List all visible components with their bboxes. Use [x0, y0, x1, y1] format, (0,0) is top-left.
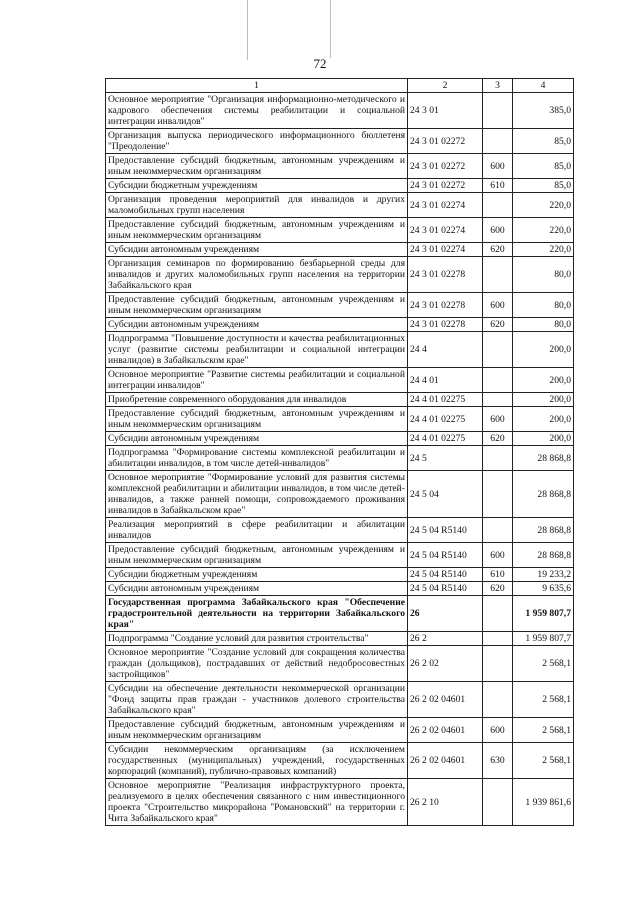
table-row — [106, 718, 574, 743]
row-code: 24 4 — [408, 332, 483, 368]
row-amount: 28 868,8 — [513, 471, 574, 518]
page-number: 72 — [313, 56, 327, 71]
row-amount: 80,0 — [513, 293, 574, 318]
row-expense-type: 600 — [483, 718, 513, 743]
column-header-3: 3 — [483, 79, 513, 93]
table-row — [106, 154, 574, 179]
row-name: Субсидии автономным учреждениям — [106, 243, 408, 257]
row-expense-type: 600 — [483, 543, 513, 568]
table-row — [106, 407, 574, 432]
row-name: Субсидии бюджетным учреждениям — [106, 179, 408, 193]
row-expense-type: 600 — [483, 154, 513, 179]
row-amount: 19 233,2 — [513, 568, 574, 582]
row-name: Предоставление субсидий бюджетным, автономным учреждениям и иным некоммерческим организациям — [106, 154, 408, 179]
table-row — [106, 471, 574, 518]
row-name: Основное мероприятие "Создание условий для сокращения количества граждан (дольщиков), пострадавших от действий недобросовестных застройщиков" — [106, 646, 408, 682]
row-expense-type — [483, 646, 513, 682]
row-expense-type — [483, 393, 513, 407]
table-row — [106, 257, 574, 293]
table-body — [106, 93, 574, 826]
table-row — [106, 93, 574, 129]
table-row — [106, 293, 574, 318]
row-code: 26 2 10 — [408, 779, 483, 826]
table-row — [106, 368, 574, 393]
row-expense-type — [483, 129, 513, 154]
table-row — [106, 432, 574, 446]
row-name: Подпрограмма "Формирование системы комплексной реабилитации и абилитации инвалидов, в том числе детей-инвалидов" — [106, 446, 408, 471]
row-amount: 28 868,8 — [513, 446, 574, 471]
row-amount: 28 868,8 — [513, 543, 574, 568]
table-row — [106, 318, 574, 332]
row-amount: 200,0 — [513, 332, 574, 368]
row-amount: 80,0 — [513, 318, 574, 332]
row-name: Основное мероприятие "Организация информационно-методического и кадрового обеспечения системы реабилитации и социальной интеграции инвалидов" — [106, 93, 408, 129]
row-expense-type: 620 — [483, 318, 513, 332]
row-name: Основное мероприятие "Реализация инфраструктурного проекта, реализуемого в целях обеспечения связанного с ним инвестиционного проекта "Строительство микрорайона "Романовский" на территории г. Чита Забайкальского края" — [106, 779, 408, 826]
row-amount: 85,0 — [513, 129, 574, 154]
row-code: 26 2 02 04601 — [408, 682, 483, 718]
row-code: 24 4 01 02275 — [408, 393, 483, 407]
table-row — [106, 568, 574, 582]
row-code: 24 3 01 02274 — [408, 218, 483, 243]
table-row — [106, 743, 574, 779]
row-expense-type — [483, 193, 513, 218]
budget-table — [105, 78, 574, 826]
row-expense-type — [483, 93, 513, 129]
row-expense-type: 610 — [483, 179, 513, 193]
row-expense-type — [483, 518, 513, 543]
table-row — [106, 543, 574, 568]
row-code: 24 4 01 — [408, 368, 483, 393]
row-name: Реализация мероприятий в сфере реабилитации и абилитации инвалидов — [106, 518, 408, 543]
row-code: 26 2 02 04601 — [408, 743, 483, 779]
row-expense-type: 600 — [483, 218, 513, 243]
row-expense-type — [483, 682, 513, 718]
column-header-1: 1 — [106, 79, 408, 93]
table-row — [106, 179, 574, 193]
row-name: Субсидии автономным учреждениям — [106, 318, 408, 332]
row-amount: 1 959 807,7 — [513, 596, 574, 632]
row-expense-type — [483, 596, 513, 632]
row-expense-type: 600 — [483, 407, 513, 432]
table-row — [106, 332, 574, 368]
row-amount: 220,0 — [513, 193, 574, 218]
row-code: 26 2 02 — [408, 646, 483, 682]
row-code: 24 3 01 02272 — [408, 129, 483, 154]
row-name: Субсидии на обеспечение деятельности некоммерческой организации "Фонд защиты прав граждан - участников долевого строительства Забайкальского края" — [106, 682, 408, 718]
row-amount: 200,0 — [513, 407, 574, 432]
row-amount: 200,0 — [513, 432, 574, 446]
table-row — [106, 779, 574, 826]
row-code: 24 3 01 02278 — [408, 293, 483, 318]
row-code: 24 3 01 02274 — [408, 193, 483, 218]
table-row — [106, 243, 574, 257]
row-amount: 2 568,1 — [513, 646, 574, 682]
table-row — [106, 582, 574, 596]
row-amount: 220,0 — [513, 218, 574, 243]
row-code: 24 3 01 02272 — [408, 154, 483, 179]
table-row — [106, 632, 574, 646]
row-amount: 85,0 — [513, 154, 574, 179]
row-expense-type: 620 — [483, 243, 513, 257]
table-row — [106, 596, 574, 632]
row-expense-type — [483, 471, 513, 518]
row-code: 26 2 — [408, 632, 483, 646]
row-name: Субсидии автономным учреждениям — [106, 582, 408, 596]
row-expense-type — [483, 779, 513, 826]
row-code: 24 4 01 02275 — [408, 432, 483, 446]
row-code: 24 3 01 02272 — [408, 179, 483, 193]
row-name: Основное мероприятие "Развитие системы реабилитации и социальной интеграции инвалидов" — [106, 368, 408, 393]
row-code: 26 2 02 04601 — [408, 718, 483, 743]
row-amount: 1 959 807,7 — [513, 632, 574, 646]
row-amount: 80,0 — [513, 257, 574, 293]
row-code: 26 — [408, 596, 483, 632]
row-name: Приобретение современного оборудования для инвалидов — [106, 393, 408, 407]
table-row — [106, 446, 574, 471]
row-expense-type — [483, 257, 513, 293]
row-name: Субсидии бюджетным учреждениям — [106, 568, 408, 582]
row-code: 24 5 04 — [408, 471, 483, 518]
row-name: Организация семинаров по формированию безбарьерной среды для инвалидов и других маломобильных групп населения на территории Забайкальского края — [106, 257, 408, 293]
row-name: Организация проведения мероприятий для инвалидов и других маломобильных групп населения — [106, 193, 408, 218]
scan-artifact-left — [247, 0, 248, 60]
row-expense-type — [483, 368, 513, 393]
table-row — [106, 193, 574, 218]
row-name: Предоставление субсидий бюджетным, автономным учреждениям и иным некоммерческим организациям — [106, 407, 408, 432]
row-expense-type — [483, 632, 513, 646]
column-header-4: 4 — [513, 79, 574, 93]
row-amount: 200,0 — [513, 393, 574, 407]
row-name: Подпрограмма "Повышение доступности и качества реабилитационных услуг (развитие системы реабилитации и социальной интеграции инвалидов) в Забайкальском крае" — [106, 332, 408, 368]
row-amount: 85,0 — [513, 179, 574, 193]
row-name: Государственная программа Забайкальского края "Обеспечение градостроительной деятельности на территории Забайкальского края" — [106, 596, 408, 632]
row-amount: 2 568,1 — [513, 743, 574, 779]
row-amount: 9 635,6 — [513, 582, 574, 596]
row-amount: 220,0 — [513, 243, 574, 257]
column-header-2: 2 — [408, 79, 483, 93]
row-name: Предоставление субсидий бюджетным, автономным учреждениям и иным некоммерческим организациям — [106, 718, 408, 743]
row-expense-type — [483, 332, 513, 368]
table-row — [106, 393, 574, 407]
row-expense-type: 610 — [483, 568, 513, 582]
row-code: 24 5 04 R5140 — [408, 518, 483, 543]
row-amount: 2 568,1 — [513, 718, 574, 743]
scan-artifact-right — [330, 0, 331, 58]
row-name: Субсидии некоммерческим организациям (за исключением государственных (муниципальных) учреждений, государственных корпораций (компаний), публично-правовых компаний) — [106, 743, 408, 779]
row-name: Подпрограмма "Создание условий для развития строительства" — [106, 632, 408, 646]
row-code: 24 5 04 R5140 — [408, 568, 483, 582]
row-amount: 1 939 861,6 — [513, 779, 574, 826]
row-code: 24 5 04 R5140 — [408, 582, 483, 596]
row-name: Организация выпуска периодического информационного бюллетеня "Преодоление" — [106, 129, 408, 154]
row-code: 24 3 01 02278 — [408, 318, 483, 332]
row-amount: 385,0 — [513, 93, 574, 129]
row-code: 24 4 01 02275 — [408, 407, 483, 432]
table-row — [106, 218, 574, 243]
row-expense-type: 620 — [483, 432, 513, 446]
row-amount: 28 868,8 — [513, 518, 574, 543]
row-name: Предоставление субсидий бюджетным, автономным учреждениям и иным некоммерческим организациям — [106, 543, 408, 568]
row-name: Предоставление субсидий бюджетным, автономным учреждениям и иным некоммерческим организациям — [106, 293, 408, 318]
row-amount: 200,0 — [513, 368, 574, 393]
table-row — [106, 646, 574, 682]
row-code: 24 3 01 02278 — [408, 257, 483, 293]
row-code: 24 5 04 R5140 — [408, 543, 483, 568]
row-expense-type: 630 — [483, 743, 513, 779]
row-name: Основное мероприятие "Формирование условий для развития системы комплексной реабилитации и абилитации инвалидов, в том числе детей-инвалидов, а также ранней помощи, сопровождаемого проживания инвалидов в Забайкальском крае" — [106, 471, 408, 518]
table-header-row — [106, 79, 574, 93]
row-code: 24 3 01 — [408, 93, 483, 129]
row-name: Субсидии автономным учреждениям — [106, 432, 408, 446]
row-expense-type: 600 — [483, 293, 513, 318]
table-row — [106, 129, 574, 154]
row-code: 24 3 01 02274 — [408, 243, 483, 257]
row-expense-type: 620 — [483, 582, 513, 596]
row-name: Предоставление субсидий бюджетным, автономным учреждениям и иным некоммерческим организациям — [106, 218, 408, 243]
row-expense-type — [483, 446, 513, 471]
row-code: 24 5 — [408, 446, 483, 471]
table-row — [106, 682, 574, 718]
table-row — [106, 518, 574, 543]
row-amount: 2 568,1 — [513, 682, 574, 718]
